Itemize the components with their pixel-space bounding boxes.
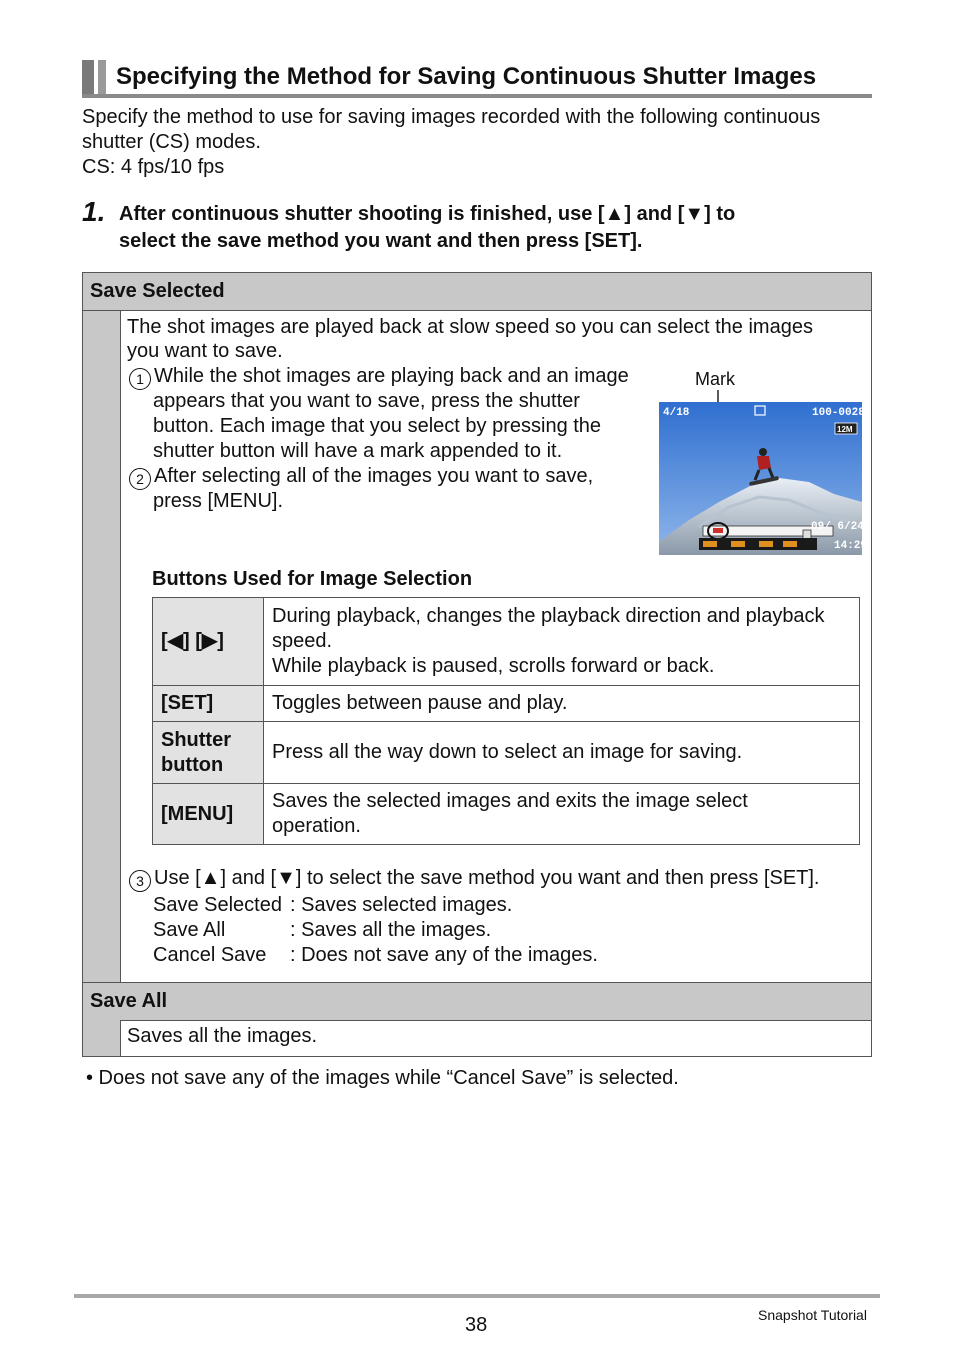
heading-bars <box>82 60 112 96</box>
save-selected-desc-2: you want to save. <box>127 340 283 362</box>
photo-date: 09/ 6/24 <box>811 521 864 533</box>
circled-number-1: 1 <box>129 368 151 390</box>
desc-line: While playback is paused, scrolls forward or back. <box>272 655 715 677</box>
circled-number-2: 2 <box>129 468 151 490</box>
item-1-line-3: button. Each image that you select by pressing the <box>153 415 602 437</box>
buttons-table <box>152 597 860 845</box>
button-desc-menu <box>264 784 860 845</box>
note-bullet: • Does not save any of the images while “Cancel Save” is selected. <box>86 1067 679 1089</box>
button-key-menu: [MENU] <box>153 784 264 845</box>
photo-counter: 4/18 <box>663 407 690 419</box>
photo-image-size: 12M <box>837 425 853 434</box>
item-1-line-2: appears that you want to save, press the shutter <box>153 390 580 412</box>
button-desc-shutter: Press all the way down to select an image for saving. <box>264 722 860 784</box>
method-cancel-save-desc: : Does not save any of the images. <box>290 944 598 966</box>
intro-line-1: Specify the method to use for saving images recorded with the following continuous <box>82 106 821 128</box>
section-name: Snapshot Tutorial <box>758 1307 867 1323</box>
save-all-header <box>83 982 871 1021</box>
button-key-set: [SET] <box>153 686 264 722</box>
method-cancel-save-name: Cancel Save <box>153 944 267 966</box>
button-desc-set: Toggles between pause and play. <box>264 686 860 722</box>
photo-time: 14:29 <box>834 540 868 552</box>
method-save-all-desc: : Saves all the images. <box>290 919 492 941</box>
item-2-line-1: After selecting all of the images you want to save, <box>154 465 594 487</box>
table-row <box>153 686 860 722</box>
save-selected-desc-1: The shot images are played back at slow speed so you can select the images <box>127 316 813 338</box>
button-key-left-right: [◀] [▶] <box>153 598 264 686</box>
desc-line: operation. <box>272 815 361 837</box>
photo-file-number: 100-0028 <box>812 407 865 419</box>
step-line-1: After continuous shutter shooting is finished, use [▲] and [▼] to <box>119 203 736 225</box>
table-row <box>153 722 860 784</box>
save-all-desc: Saves all the images. <box>127 1025 318 1047</box>
button-desc-left-right <box>264 598 860 686</box>
section-heading: Specifying the Method for Saving Continuous Shutter Images <box>116 63 817 90</box>
method-save-selected-desc: : Saves selected images. <box>290 894 513 916</box>
table-row <box>153 784 860 845</box>
heading-underline <box>82 94 872 98</box>
save-selected-header <box>83 273 871 311</box>
item-1-line-4: shutter button will have a mark appended to it. <box>153 440 563 462</box>
save-all-gutter <box>83 1020 121 1056</box>
intro-line-3: CS: 4 fps/10 fps <box>82 156 225 178</box>
key-line: button <box>161 753 224 776</box>
desc-line: Saves the selected images and exits the image select <box>272 790 748 812</box>
item-3 <box>129 866 820 892</box>
button-key-shutter <box>153 722 264 784</box>
intro-line-2: shutter (CS) modes. <box>82 131 261 153</box>
desc-line: speed. <box>272 630 333 652</box>
footer-rule <box>74 1294 880 1298</box>
save-selected-gutter <box>83 311 121 982</box>
item-2-line-2: press [MENU]. <box>153 490 284 512</box>
item-3-text: Use [▲] and [▼] to select the save method you want and then press [SET]. <box>154 867 820 889</box>
key-line: Shutter <box>161 728 231 751</box>
method-save-selected-name: Save Selected <box>153 894 282 916</box>
save-selected-title: Save Selected <box>90 280 225 302</box>
method-save-all-name: Save All <box>153 919 226 941</box>
item-1 <box>129 364 629 390</box>
playback-screen-photo <box>659 402 868 555</box>
buttons-table-title: Buttons Used for Image Selection <box>152 568 473 590</box>
circled-number-3: 3 <box>129 870 151 892</box>
mark-label: Mark <box>695 369 735 389</box>
step-instruction <box>119 201 859 255</box>
item-2 <box>129 464 593 490</box>
save-all-title: Save All <box>90 990 168 1012</box>
item-1-line-1: While the shot images are playing back and an image <box>154 365 629 387</box>
table-row <box>153 598 860 686</box>
page-number: 38 <box>465 1314 488 1336</box>
desc-line: During playback, changes the playback direction and playback <box>272 605 825 627</box>
step-line-2: select the save method you want and then press [SET]. <box>119 230 643 252</box>
step-number: 1. <box>82 196 106 227</box>
